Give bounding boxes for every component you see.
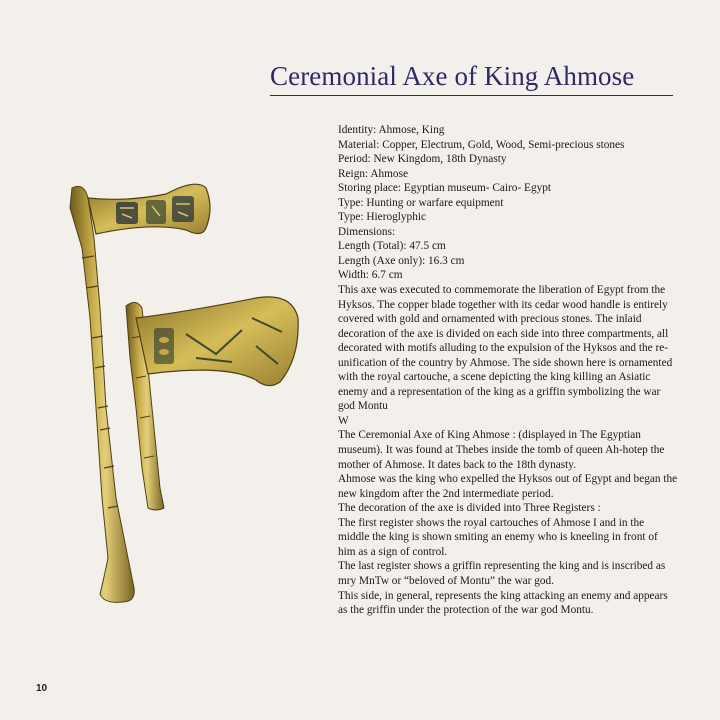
fact-line: Reign: Ahmose — [338, 167, 408, 180]
page-title: Ceremonial Axe of King Ahmose — [270, 61, 635, 91]
description-paragraph: Ahmose was the king who expelled the Hyksos out of Egypt and began the new kingdom after the 2nd intermediate period. — [338, 473, 678, 500]
fact-line: Storing place: Egyptian museum- Cairo- Egypt — [338, 182, 552, 195]
description-paragraph: The first register shows the royal cartouches of Ahmose I and in the middle the king is shown smiting an enemy who is kneeling in front of him as a sign of control. — [338, 516, 658, 558]
article-text — [338, 123, 678, 618]
page-number: 10 — [36, 683, 48, 694]
description-paragraph: The decoration of the axe is divided into Three Registers : — [338, 502, 601, 515]
description-paragraph: This side, in general, represents the king attacking an enemy and appears as the griffin under the protection of the war god Montu. — [338, 589, 668, 617]
fact-line: Type: Hunting or warfare equipment — [338, 196, 504, 209]
description-paragraph: W — [338, 414, 349, 427]
fact-line: Identity: Ahmose, King — [338, 124, 445, 136]
fact-line: Dimensions: — [338, 225, 396, 238]
fact-line: Type: Hieroglyphic — [338, 211, 426, 224]
description-paragraph: This axe was executed to commemorate the liberation of Egypt from the Hyksos. The copper blade together with its cedar wood handle is entirely covered with gold and ornamented with precious stones. The inlaid decoration of the axe is divided on each side into three compartments, all decorated with motifs alluding to the expulsion of the Hyksos and the re-unification of the country by Ahmose. The side shown here is ornamented with the royal cartouche, a scene depicting the king killing an Asiatic enemy and a representation of the king as a griffin symbolizing the war god Montu — [338, 284, 673, 413]
description-paragraph: The last register shows a griffin representing the king and is inscribed as mry MnTw or “beloved of Montu” the war god. — [338, 560, 666, 587]
fact-line: Length (Axe only): 16.3 cm — [338, 254, 465, 267]
fact-line: Material: Copper, Electrum, Gold, Wood, Semi-precious stones — [338, 138, 625, 151]
title-underline — [270, 95, 673, 96]
fact-line: Length (Total): 47.5 cm — [338, 240, 446, 253]
fact-line: Width: 6.7 cm — [338, 269, 403, 282]
fact-line: Period: New Kingdom, 18th Dynasty — [338, 153, 507, 166]
axe-side-view — [126, 297, 298, 510]
description-paragraph: The Ceremonial Axe of King Ahmose : (displayed in The Egyptian museum). It was found at Thebes inside the tomb of queen Ah-hotep the mother of Ahmose. It dates back to the 18th dynasty. — [338, 429, 665, 471]
axe-illustration — [56, 168, 306, 624]
